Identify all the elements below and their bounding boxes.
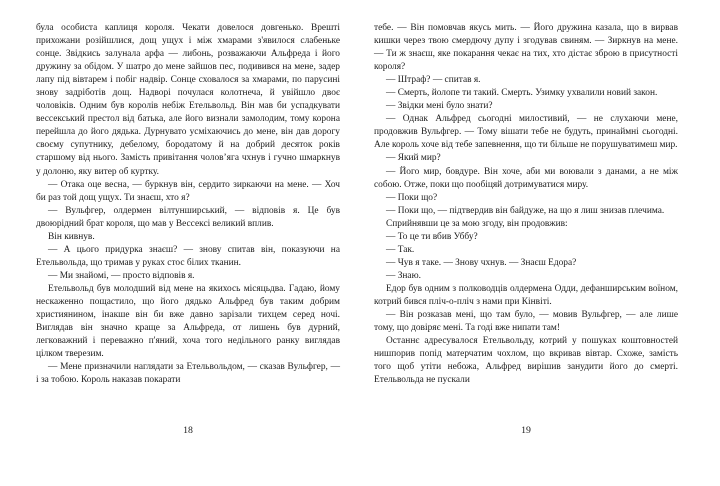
left-page <box>36 22 340 486</box>
paragraph: Етельвольд був молодший від мене на якихось місяцьдва. Гадаю, йому нескаженно пощастило, що його дядько Альфред був таким добрим християнином, інакше він би вже давно зарізали тихцем серед ночі. Виглядав він значно краще за Альфреда, от лишень був дурний, легковажний і переважно п'яний, хоча того недільного ранку виглядав цілком тверезим. <box>36 283 340 360</box>
paragraph: — Поки що, — підтвердив він байдуже, на що я лиш знизав плечима. <box>386 205 665 216</box>
paragraph: — Поки що? <box>386 192 438 203</box>
paragraph: — Отака оце весна, — буркнув він, сердито зиркаючи на мене. — Хоч би раз той дощ ущух. Ти знаєш, хто я? <box>36 179 340 203</box>
right-page <box>374 22 678 486</box>
paragraph: — Знаю. <box>386 270 421 281</box>
paragraph: Едор був одним з полководців олдермена Одди, дефанширським воїном, котрий бився пліч-о-пліч з нами при Кінвіті. <box>374 283 678 307</box>
paragraph: — Його мир, бовдуре. Він хоче, аби ми воювали з данами, а не між собою. Отже, поки що пообіцяй дотримуватися миру. <box>374 166 678 190</box>
paragraph: — Так. <box>386 244 415 255</box>
paragraph: тебе. — Він помовчав якусь мить. — Його дружина казала, що в вирвав кишки через твою смердючу дупу і згодував свиням. — Зиркнув на мене. — Ти ж знаєш, яке покарання чекає на тих, хто дістає зброю в присутності короля? <box>374 23 678 73</box>
paragraph: Сприйнявши це за мою згоду, він продовжив: <box>386 218 568 229</box>
left-page-text <box>36 22 340 387</box>
paragraph: — Смерть, йолопе ти такий. Смерть. Узимку ухвалили новий закон. <box>386 88 658 99</box>
paragraph: — Він розказав мені, що там було, — мовив Вульфгер, — але лише тому, що довіряє мені. Та годі вже нипати там! <box>374 310 678 334</box>
paragraph: — А цього придурка знаєш? — знову спитав він, показуючи на Етельвольда, що тримав у руках стос білих тканин. <box>36 244 340 268</box>
right-page-text <box>374 22 678 387</box>
paragraph: була особиста каплиця короля. Чекати довелося довгенько. Врешті прихожани розійшлися, дощ ущух і між хмарами з'явилося слабеньке сонце. Звідкись залунала арфа — либонь, розважаючи Альфреда і його дружину за обідом. У шатро до мене зайшов пес, подивився на мене, задер лапу під вівтарем і побіг надвір. Сонце сховалося за хмарами, по парусині знову задріботів дощ. Надворі почулася колотнеча, й увійшло двоє чоловіків. Одним був королів небіж Етельвольд. Він мав би успадкувати вессекський престол від батька, але його визнали замолодим, тому корона перейшла до його дядька. Дурнувато усміхаючись до мене, він дав дорогу своєму супутнику, дебелому, бородатому й на добрий десяток років старшому від нього. Замість привітання чоловʼяга чхнув і гучно шмаркнув у долоню, яку витер об куртку. <box>36 23 340 177</box>
page-number: 18 <box>183 425 193 436</box>
paragraph: Останнє адресувалося Етельвольду, котрий у пошуках коштовностей нишпорив попід матерчатим чохлом, що вкривав вівтар. Схоже, замість того щоб утіти небожа, Альфред вирішив занудити його до смерті. Етельвольда не пускали <box>374 336 678 386</box>
paragraph: — Вульфгер, олдермен вілтунширський, — відповів я. Це був двоюрідний брат короля, що мав у Вессексі великий вплив. <box>36 205 340 229</box>
paragraph: — Який мир? <box>386 153 441 164</box>
paragraph: — То це ти вбив Уббу? <box>386 231 478 242</box>
paragraph: — Ми знайомі, — просто відповів я. <box>48 270 195 281</box>
page-number: 19 <box>521 425 531 436</box>
paragraph: — Мене призначили наглядати за Етельвольдом, — сказав Вульфгер, — і за тобою. Король наказав покарати <box>36 362 340 386</box>
paragraph: — Чув я таке. — Знову чхнув. — Знаєш Едора? <box>386 257 577 268</box>
paragraph: — Однак Альфред сьогодні милостивий, — не слухаючи мене, продовжив Вульфгер. — Тому вішати тебе не будуть, принаймні сьогодні. Але король хоче від тебе запевнення, що ти більше не порушуватимеш мир. <box>374 114 678 151</box>
paragraph: Він кивнув. <box>48 231 95 242</box>
paragraph: — Звідки мені було знати? <box>386 101 493 112</box>
paragraph: — Штраф? — спитав я. <box>386 75 481 86</box>
